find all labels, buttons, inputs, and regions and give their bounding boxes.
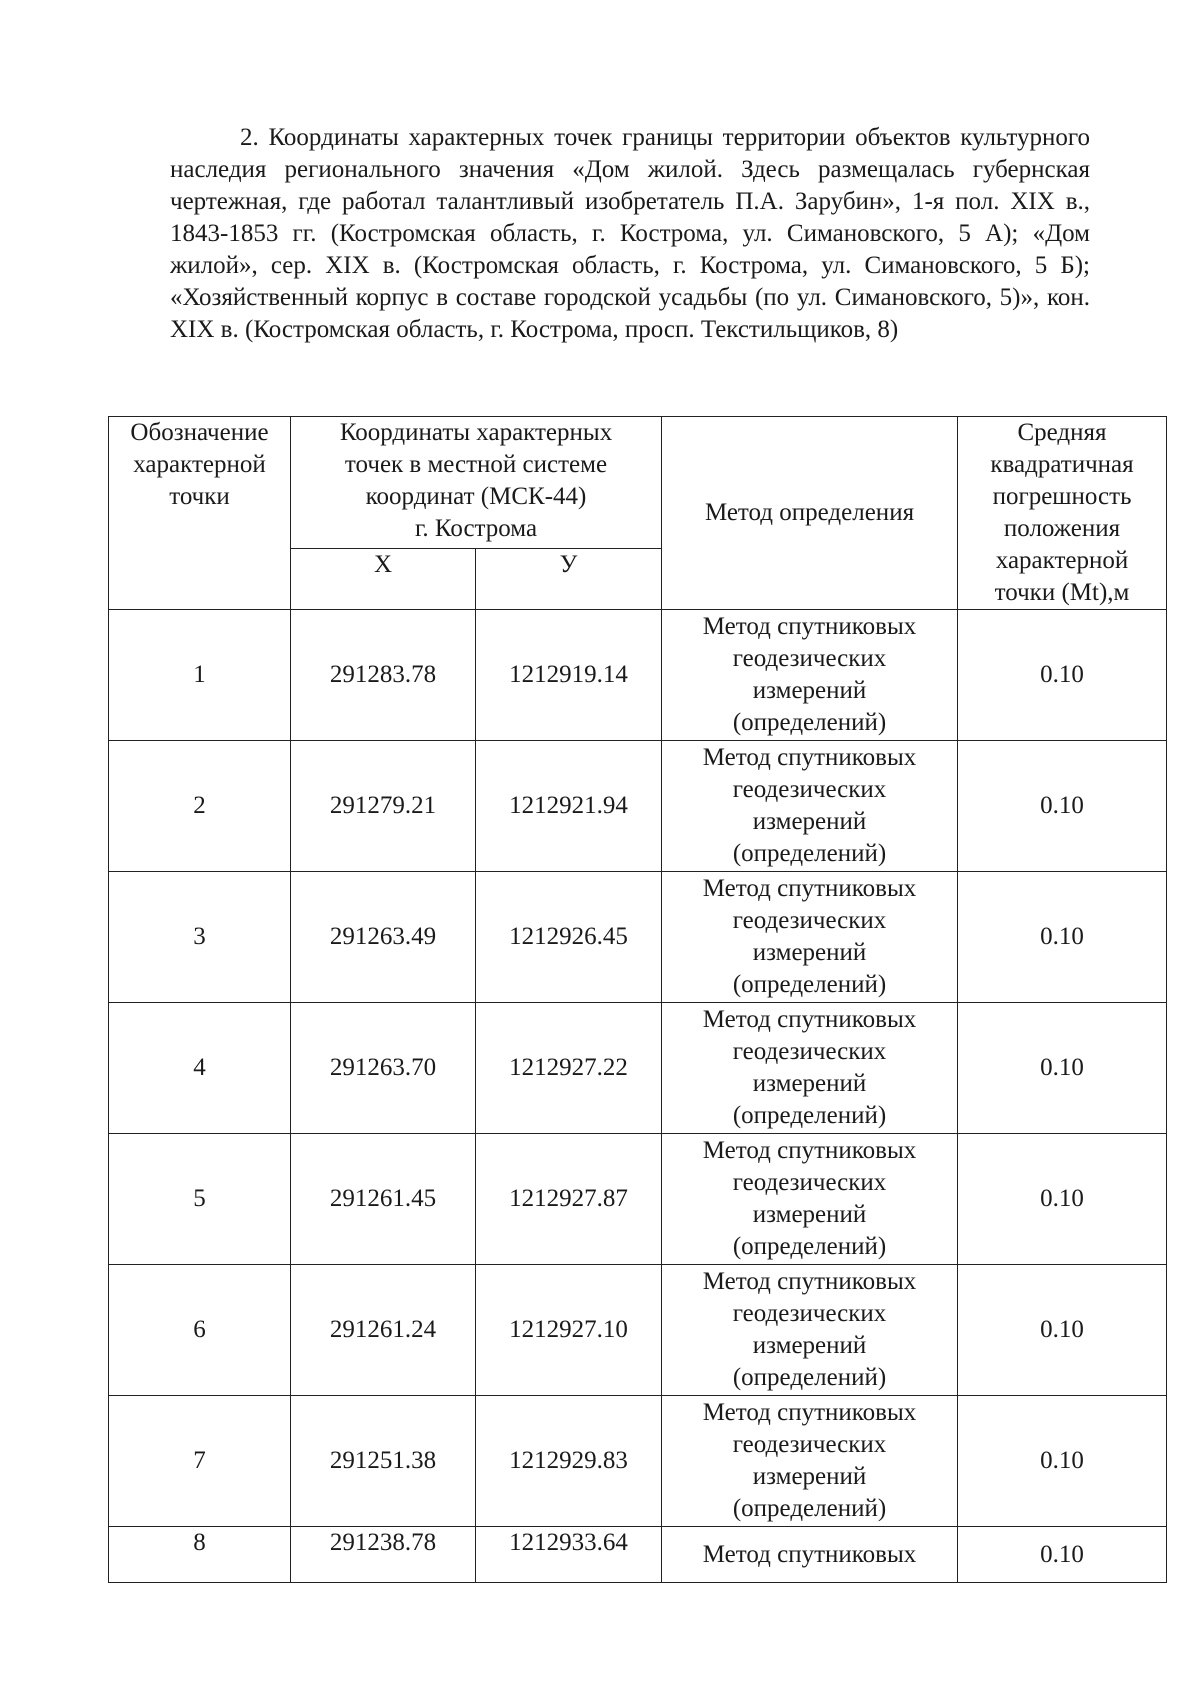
method-line: Метод спутниковых xyxy=(702,875,917,902)
cell-y: 1212927.22 xyxy=(476,1003,662,1134)
method-line: Метод спутниковых xyxy=(702,1006,917,1033)
cell-method xyxy=(662,1134,958,1265)
header-coords-line: Координаты характерных xyxy=(339,419,613,446)
method-line: измерений xyxy=(752,1332,867,1359)
method-line: Метод спутниковых xyxy=(702,744,917,771)
header-y: У xyxy=(476,549,662,610)
table-row xyxy=(109,1003,1167,1134)
method-line: геодезических xyxy=(732,1431,887,1458)
method-line: Метод спутниковых xyxy=(702,613,917,640)
coordinates-table xyxy=(108,416,1167,1583)
cell-y: 1212919.14 xyxy=(476,610,662,741)
header-coordinates xyxy=(291,417,662,549)
cell-error: 0.10 xyxy=(958,1134,1167,1265)
cell-x: 291263.70 xyxy=(291,1003,476,1134)
cell-error: 0.10 xyxy=(958,1265,1167,1396)
header-error-line: Средняя xyxy=(1017,419,1107,446)
table-row xyxy=(109,1396,1167,1527)
cell-x: 291279.21 xyxy=(291,741,476,872)
cell-point: 2 xyxy=(109,741,291,872)
table-row xyxy=(109,741,1167,872)
header-coords-line: координат (МСК-44) xyxy=(365,483,587,510)
cell-point: 6 xyxy=(109,1265,291,1396)
method-line: измерений xyxy=(752,677,867,704)
method-line: измерений xyxy=(752,1201,867,1228)
method-line: геодезических xyxy=(732,1038,887,1065)
method-line: (определений) xyxy=(732,1364,887,1391)
cell-method xyxy=(662,1396,958,1527)
header-error-line: квадратичная xyxy=(990,451,1134,478)
cell-y: 1212933.64 xyxy=(476,1527,662,1583)
header-error-line: характерной xyxy=(995,547,1129,574)
method-line: (определений) xyxy=(732,840,887,867)
intro-paragraph: 2. Координаты характерных точек границы территории объектов культурного наследия регионального значения «Дом жилой. Здесь размещалась губернская чертежная, где работал талантливый изобретатель П.А. Зарубин», 1-я пол. XIX в., 1843-1853 гг. (Костромская область, г. Кострома, ул. Симановского, 5 А); «Дом жилой», сер. XIX в. (Костромская область, г. Кострома, ул. Симановского, 5 Б); «Хозяйственный корпус в составе городской усадьбы (по ул. Симановского, 5)», кон. XIX в. (Костромская область, г. Кострома, просп. Текстильщиков, 8) xyxy=(170,124,1090,343)
cell-error: 0.10 xyxy=(958,1003,1167,1134)
table-row xyxy=(109,610,1167,741)
cell-x: 291263.49 xyxy=(291,872,476,1003)
method-line: геодезических xyxy=(732,907,887,934)
cell-y: 1212927.10 xyxy=(476,1265,662,1396)
cell-y: 1212926.45 xyxy=(476,872,662,1003)
table-row xyxy=(109,1265,1167,1396)
method-line: геодезических xyxy=(732,1300,887,1327)
header-x: Х xyxy=(291,549,476,610)
table-row xyxy=(109,872,1167,1003)
cell-error: 0.10 xyxy=(958,741,1167,872)
cell-point: 4 xyxy=(109,1003,291,1134)
cell-point: 8 xyxy=(109,1527,291,1583)
cell-point: 1 xyxy=(109,610,291,741)
cell-x: 291238.78 xyxy=(291,1527,476,1583)
cell-error: 0.10 xyxy=(958,610,1167,741)
method-line: Метод спутниковых xyxy=(702,1399,917,1426)
cell-y: 1212929.83 xyxy=(476,1396,662,1527)
table-row xyxy=(109,1527,1167,1583)
method-line: измерений xyxy=(752,808,867,835)
method-line: (определений) xyxy=(732,709,887,736)
header-point-line: характерной xyxy=(133,451,266,478)
method-line: (определений) xyxy=(732,1495,887,1522)
method-line: (определений) xyxy=(732,1102,887,1129)
cell-x: 291251.38 xyxy=(291,1396,476,1527)
header-point xyxy=(109,417,291,610)
header-coords-line: г. Кострома xyxy=(414,515,538,542)
header-error-line: положения xyxy=(1003,515,1121,542)
cell-point: 3 xyxy=(109,872,291,1003)
method-line: измерений xyxy=(752,1463,867,1490)
cell-method xyxy=(662,741,958,872)
method-line: (определений) xyxy=(732,971,887,998)
method-line: геодезических xyxy=(732,645,887,672)
method-line: Метод спутниковых xyxy=(702,1137,917,1164)
cell-x: 291261.24 xyxy=(291,1265,476,1396)
cell-error: 0.10 xyxy=(958,1396,1167,1527)
cell-error: 0.10 xyxy=(958,1527,1167,1583)
cell-method xyxy=(662,610,958,741)
cell-y: 1212921.94 xyxy=(476,741,662,872)
cell-method: Метод спутниковых xyxy=(662,1527,958,1583)
cell-x: 291283.78 xyxy=(291,610,476,741)
method-line: измерений xyxy=(752,1070,867,1097)
header-error-line: точки (Mt),м xyxy=(994,579,1130,606)
cell-y: 1212927.87 xyxy=(476,1134,662,1265)
cell-method xyxy=(662,1265,958,1396)
cell-method xyxy=(662,872,958,1003)
method-line: геодезических xyxy=(732,776,887,803)
method-line: геодезических xyxy=(732,1169,887,1196)
header-error-line: погрешность xyxy=(992,483,1132,510)
method-line: (определений) xyxy=(732,1233,887,1260)
header-error xyxy=(958,417,1167,610)
method-line: измерений xyxy=(752,939,867,966)
table-row xyxy=(109,1134,1167,1265)
cell-x: 291261.45 xyxy=(291,1134,476,1265)
header-coords-line: точек в местной системе xyxy=(344,451,608,478)
header-point-line: точки xyxy=(169,483,230,510)
method-line: Метод спутниковых xyxy=(702,1268,917,1295)
cell-point: 7 xyxy=(109,1396,291,1527)
cell-method xyxy=(662,1003,958,1134)
header-method: Метод определения xyxy=(662,417,958,610)
header-point-line: Обозначение xyxy=(130,419,269,446)
cell-error: 0.10 xyxy=(958,872,1167,1003)
cell-point: 5 xyxy=(109,1134,291,1265)
